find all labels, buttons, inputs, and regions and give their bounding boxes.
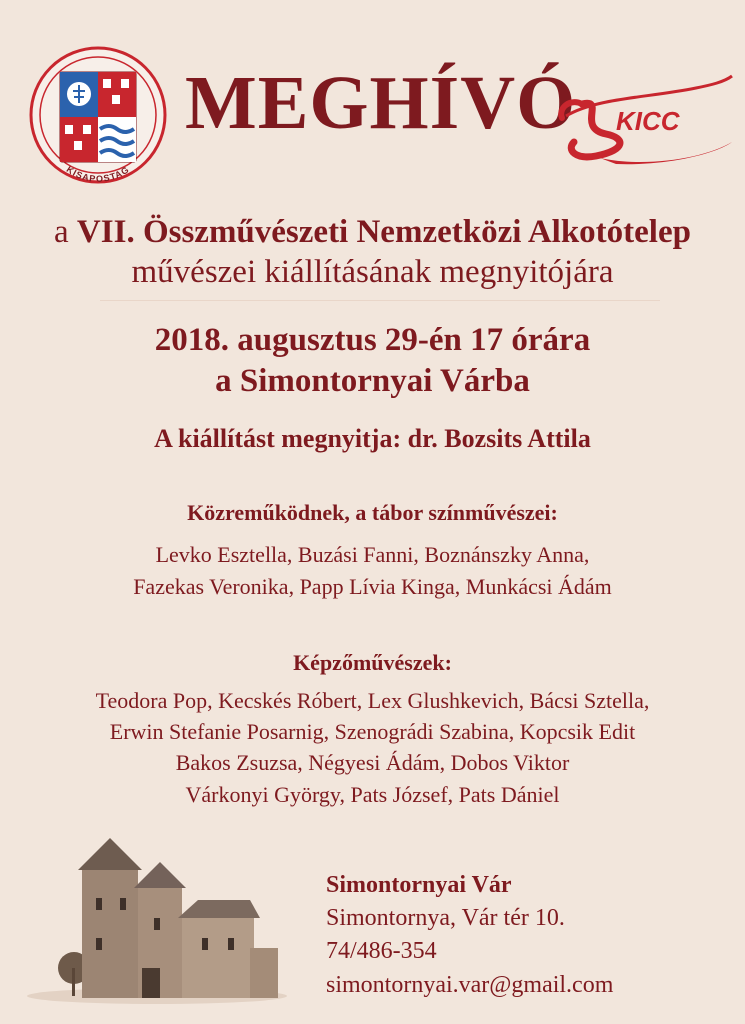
kisapostag-crest-icon xyxy=(28,45,168,185)
kicc-brush-logo-icon xyxy=(556,58,736,178)
castle-illustration-icon xyxy=(22,828,292,1008)
event-name: VII. Összművészeti Nemzetközi Alkotótelep xyxy=(76,214,691,250)
opening-speaker: A kiállítást megnyitja: dr. Bozsits Attila xyxy=(154,424,591,453)
artists-line: Várkonyi György, Pats József, Pats Dániel xyxy=(185,782,560,807)
venue-phone: 74/486-354 xyxy=(326,938,437,964)
venue-name: Simontornyai Vár xyxy=(326,872,512,898)
intro-line-2: művészei kiállításának megnyitójára xyxy=(131,254,614,290)
page-title: MEGHÍVÓ xyxy=(185,61,577,145)
performers-heading: Közreműködnek, a tábor színművészei: xyxy=(187,500,558,525)
artists-line: Bakos Zsuzsa, Négyesi Ádám, Dobos Viktor xyxy=(175,750,570,775)
divider xyxy=(100,300,660,301)
artists-line: Erwin Stefanie Posarnig, Szenográdi Szabina, Kopcsik Edit xyxy=(109,719,636,744)
performers-line: Levko Esztella, Buzási Fanni, Boznánszky Anna, xyxy=(155,542,590,567)
intro-line-1 xyxy=(0,214,745,251)
venue-email: simontornyai.var@gmail.com xyxy=(326,972,614,998)
venue-street: Simontornya, Vár tér 10. xyxy=(326,905,565,931)
intro-prefix: a xyxy=(54,214,77,250)
kicc-logo-text: KICC xyxy=(616,106,680,136)
crest-text: KISAPOSTAG xyxy=(64,164,132,184)
performers-line: Fazekas Veronika, Papp Lívia Kinga, Munkácsi Ádám xyxy=(133,574,612,599)
artists-heading: Képzőművészek: xyxy=(293,650,452,675)
artists-line: Teodora Pop, Kecskés Róbert, Lex Glushkevich, Bácsi Sztella, xyxy=(95,688,650,713)
event-place: a Simontornyai Várba xyxy=(215,363,530,399)
event-date: 2018. augusztus 29-én 17 órára xyxy=(154,322,591,358)
